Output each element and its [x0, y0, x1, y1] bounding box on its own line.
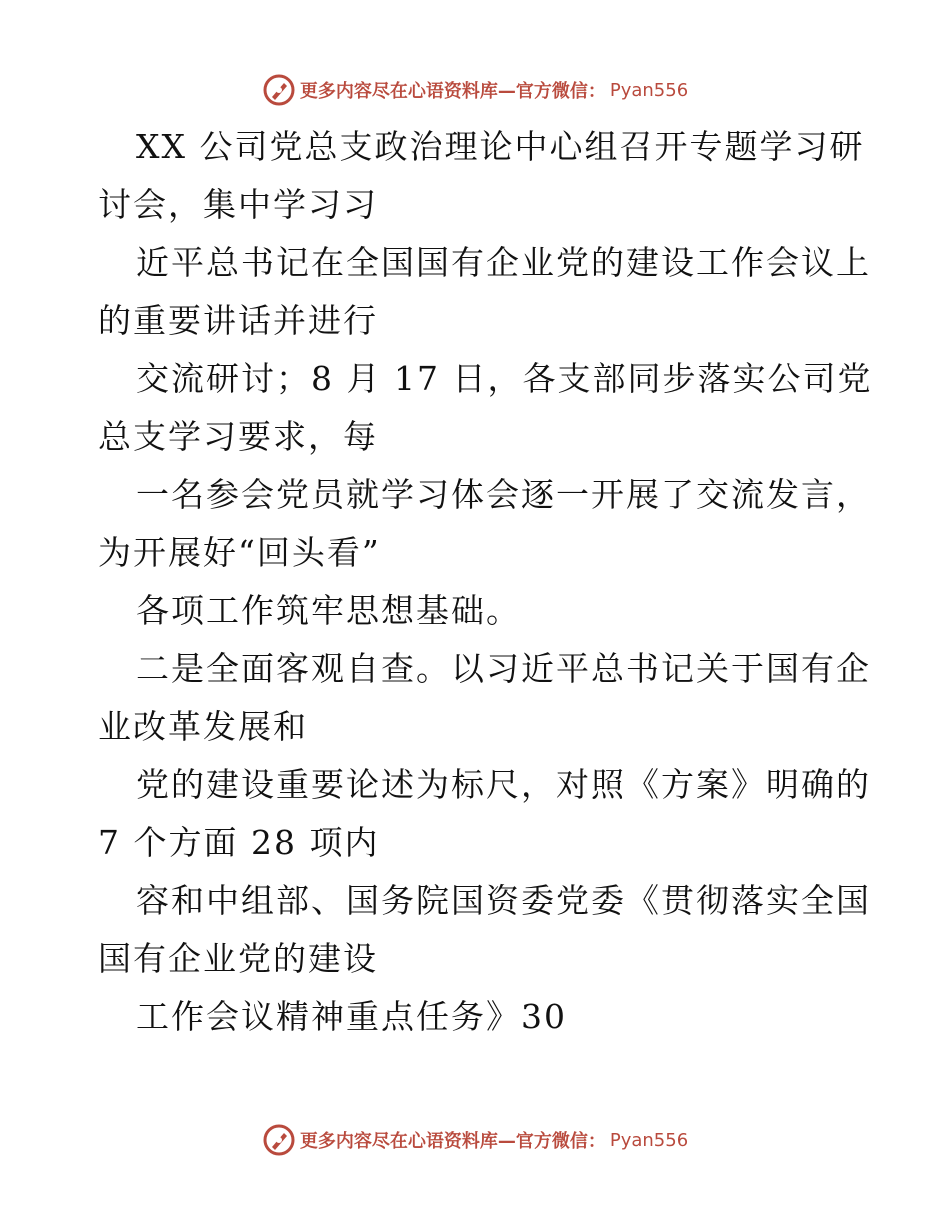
text-line: 7 个方面 28 项内 — [98, 823, 380, 862]
pen-nib-logo-icon — [262, 1123, 296, 1157]
text-line: 党的建设重要论述为标尺，对照《方案》明确的 — [136, 765, 871, 804]
document-body — [98, 118, 873, 1046]
text-line: 容和中组部、国务院国资委党委《贯彻落实全国 — [136, 881, 871, 920]
text-line: 总支学习要求，每 — [98, 417, 378, 456]
text-line: 业改革发展和 — [98, 707, 308, 746]
text-line: 二是全面客观自查。以习近平总书记关于国有企 — [136, 649, 871, 688]
header-banner — [0, 70, 950, 110]
text-line: 一名参会党员就学习体会逐一开展了交流发言， — [136, 475, 871, 514]
banner-wechat-id: Pyan556 — [609, 1129, 689, 1151]
text-line: 国有企业党的建设 — [98, 939, 378, 978]
footer-banner — [0, 1120, 950, 1160]
pen-nib-logo-icon — [262, 73, 296, 107]
banner-wechat-id: Pyan556 — [609, 79, 689, 101]
text-line: 的重要讲话并进行 — [98, 301, 378, 340]
text-line: 各项工作筑牢思想基础。 — [136, 591, 521, 630]
banner-text: 更多内容尽在心语资料库—官方微信： — [299, 1131, 606, 1152]
text-line: XX 公司党总支政治理论中心组召开专题学习研 — [136, 127, 865, 166]
text-line: 近平总书记在全国国有企业党的建设工作会议上 — [136, 243, 871, 282]
text-line: 讨会，集中学习习 — [98, 185, 378, 224]
text-line: 交流研讨；8 月 17 日，各支部同步落实公司党 — [136, 359, 873, 398]
text-line: 工作会议精神重点任务》30 — [136, 997, 567, 1036]
text-line: 为开展好“回头看” — [98, 533, 381, 572]
banner-text: 更多内容尽在心语资料库—官方微信： — [299, 81, 606, 102]
